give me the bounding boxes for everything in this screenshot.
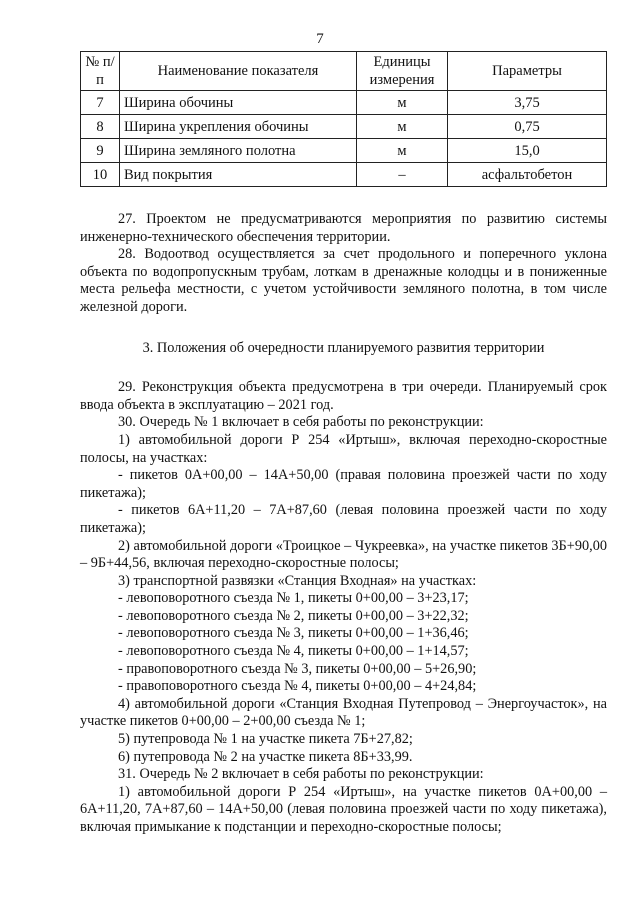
table-row [81,91,607,115]
paragraph: 1) автомобильной дороги Р 254 «Иртыш», включая переходно-скоростные полосы, на участках: [80,431,607,466]
list-item: - левоповоротного съезда № 1, пикеты 0+00,00 – 3+23,17; [118,590,469,607]
row-value: 3,75 [448,91,607,115]
row-unit: – [357,163,448,187]
row-number: 7 [81,91,120,115]
row-number: 9 [81,139,120,163]
row-name: Ширина обочины [120,91,357,115]
row-unit: м [357,139,448,163]
paragraph: 4) автомобильной дороги «Станция Входная Путепровод – Энергоучасток», на участке пикетов 0+00,00 – 2+00,00 съезда № 1; [80,695,607,730]
paragraph: 6) путепровода № 2 на участке пикета 8Б+33,99. [118,748,413,765]
row-value: 0,75 [448,115,607,139]
paragraph: 1) автомобильной дороги Р 254 «Иртыш», на участке пикетов 0А+00,00 – 6А+11,20, 7А+87,60 – 14А+50,00 (левая половина проезжей части по ходу пикетажа), включая примыкание к подстанции и переходно-скоростные полосы; [80,783,607,835]
header-unit: Единицы измерения [357,52,448,91]
table-row [81,163,607,187]
row-number: 10 [81,163,120,187]
paragraph: 29. Реконструкция объекта предусмотрена в три очереди. Планируемый срок ввода объекта в эксплуатацию – 2021 год. [80,379,607,413]
row-name: Ширина укрепления обочины [120,115,357,139]
list-item: - левоповоротного съезда № 2, пикеты 0+00,00 – 3+22,32; [118,607,469,624]
list-item: - пикетов 6А+11,20 – 7А+87,60 (левая половина проезжей части по ходу пикетажа); [80,502,607,536]
list-item: - левоповоротного съезда № 3, пикеты 0+00,00 – 1+36,46; [118,625,469,642]
row-unit: м [357,91,448,115]
row-unit: м [357,115,448,139]
document-body [80,211,607,837]
header-parameters: Параметры [448,52,607,91]
paragraph: 30. Очередь № 1 включает в себя работы по реконструкции: [118,414,484,431]
row-value: 15,0 [448,139,607,163]
header-name: Наименование показателя [120,52,357,91]
row-name: Ширина земляного полотна [120,139,357,163]
table-row [81,139,607,163]
row-name: Вид покрытия [120,163,357,187]
list-item: - правоповоротного съезда № 4, пикеты 0+00,00 – 4+24,84; [118,678,477,695]
list-item: - левоповоротного съезда № 4, пикеты 0+00,00 – 1+14,57; [118,643,469,660]
parameters-table [80,51,607,187]
table-header-row [81,52,607,91]
paragraph: 31. Очередь № 2 включает в себя работы по реконструкции: [118,766,484,783]
row-number: 8 [81,115,120,139]
page-number: 7 [316,31,324,47]
section-heading: 3. Положения об очередности планируемого развития территории [142,339,545,356]
list-item: - правоповоротного съезда № 3, пикеты 0+00,00 – 5+26,90; [118,660,477,677]
table-row [81,115,607,139]
paragraph: 5) путепровода № 1 на участке пикета 7Б+27,82; [118,731,413,748]
row-value: асфальтобетон [448,163,607,187]
paragraph: 27. Проектом не предусматриваются мероприятия по развитию системы инженерно-технического обеспечения территории. [80,211,607,245]
header-number: № п/п [81,52,120,91]
list-item: - пикетов 0А+00,00 – 14А+50,00 (правая половина проезжей части по ходу пикетажа); [80,467,607,501]
paragraph: 3) транспортной развязки «Станция Входная» на участках: [118,572,477,589]
paragraph: 2) автомобильной дороги «Троицкое – Чукреевка», на участке пикетов 3Б+90,00 – 9Б+44,56, включая переходно-скоростные полосы; [80,537,607,572]
paragraph: 28. Водоотвод осуществляется за счет продольного и поперечного уклона объекта по водопропускным трубам, лоткам в дренажные колодцы и в пониженные места рельефа местности, с учетом устойчивости земляного полотна, в том числе железной дороги. [80,246,607,315]
